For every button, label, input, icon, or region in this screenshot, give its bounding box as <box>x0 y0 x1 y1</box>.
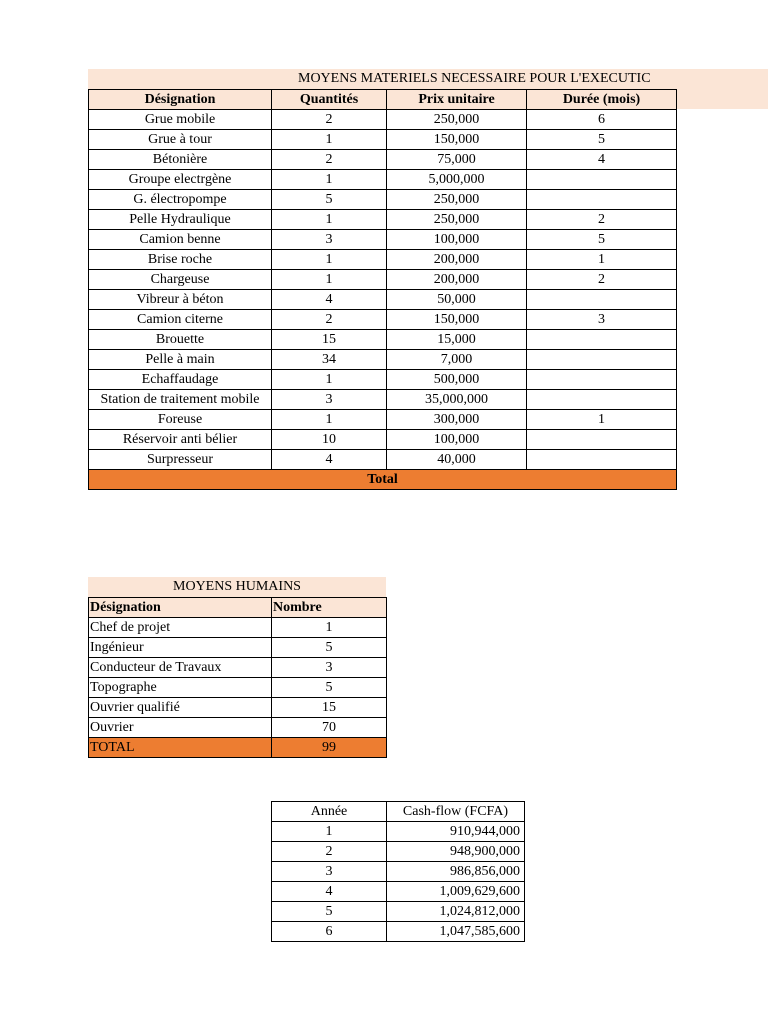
materiel-cell: 2 <box>272 150 387 170</box>
humains-header-cell: Désignation <box>89 598 272 618</box>
materiel-cell: 35,000,000 <box>387 390 527 410</box>
materiel-cell <box>527 370 677 390</box>
cashflow-row <box>272 822 525 842</box>
materiel-row <box>89 370 677 390</box>
humains-designation: Conducteur de Travaux <box>89 658 272 678</box>
cashflow-year: 6 <box>272 922 387 942</box>
humains-header-row <box>89 598 387 618</box>
cashflow-value: 1,009,629,600 <box>387 882 525 902</box>
cashflow-row <box>272 862 525 882</box>
materiel-cell <box>527 430 677 450</box>
materiel-cell: 5 <box>527 130 677 150</box>
materiel-total-row <box>89 470 677 490</box>
materiel-row <box>89 330 677 350</box>
cashflow-value: 910,944,000 <box>387 822 525 842</box>
materiel-cell: 40,000 <box>387 450 527 470</box>
cashflow-value: 948,900,000 <box>387 842 525 862</box>
humains-total-row <box>89 738 387 758</box>
materiel-row <box>89 410 677 430</box>
materiel-cell: 1 <box>527 250 677 270</box>
materiel-cell: 4 <box>272 450 387 470</box>
materiel-cell: 15 <box>272 330 387 350</box>
materiel-cell: 7,000 <box>387 350 527 370</box>
humains-total-value: 99 <box>272 738 387 758</box>
cashflow-row <box>272 902 525 922</box>
materiel-cell: Grue mobile <box>89 110 272 130</box>
cashflow-year: 3 <box>272 862 387 882</box>
materiel-cell <box>527 290 677 310</box>
humains-nombre: 5 <box>272 678 387 698</box>
humains-designation: Chef de projet <box>89 618 272 638</box>
materiel-cell: 3 <box>272 230 387 250</box>
cashflow-year: 4 <box>272 882 387 902</box>
materiel-cell: 100,000 <box>387 230 527 250</box>
materiel-row <box>89 150 677 170</box>
materiel-header-row <box>89 90 677 110</box>
materiel-header-cell: Durée (mois) <box>527 90 677 110</box>
cashflow-value: 986,856,000 <box>387 862 525 882</box>
materiel-cell: 4 <box>272 290 387 310</box>
humains-table <box>88 597 387 758</box>
materiel-cell: Echaffaudage <box>89 370 272 390</box>
materiel-cell: 2 <box>527 270 677 290</box>
materiel-cell <box>527 170 677 190</box>
materiel-row <box>89 170 677 190</box>
materiel-cell: 250,000 <box>387 210 527 230</box>
materiel-cell: 15,000 <box>387 330 527 350</box>
materiel-cell: 50,000 <box>387 290 527 310</box>
humains-row <box>89 618 387 638</box>
humains-nombre: 1 <box>272 618 387 638</box>
materiel-cell: 5,000,000 <box>387 170 527 190</box>
humains-row <box>89 718 387 738</box>
cashflow-row <box>272 922 525 942</box>
materiel-cell: 300,000 <box>387 410 527 430</box>
humains-designation: Ouvrier qualifié <box>89 698 272 718</box>
materiel-cell: 200,000 <box>387 270 527 290</box>
materiel-cell: 200,000 <box>387 250 527 270</box>
materiel-row <box>89 350 677 370</box>
materiel-cell: 10 <box>272 430 387 450</box>
materiel-header-cell: Désignation <box>89 90 272 110</box>
materiel-cell: Foreuse <box>89 410 272 430</box>
materiel-cell: 2 <box>527 210 677 230</box>
materiel-cell: 5 <box>272 190 387 210</box>
materiel-title-band <box>88 69 768 89</box>
humains-title: MOYENS HUMAINS <box>88 577 386 597</box>
materiel-cell: 4 <box>527 150 677 170</box>
humains-designation: Ouvrier <box>89 718 272 738</box>
cashflow-year: 5 <box>272 902 387 922</box>
materiel-cell: Pelle Hydraulique <box>89 210 272 230</box>
materiel-header-cell: Prix unitaire <box>387 90 527 110</box>
materiel-cell: Grue à tour <box>89 130 272 150</box>
materiel-cell <box>527 350 677 370</box>
cashflow-row <box>272 882 525 902</box>
materiel-row <box>89 130 677 150</box>
materiel-cell: Groupe electrgène <box>89 170 272 190</box>
materiel-cell: 2 <box>272 110 387 130</box>
materiel-cell: 1 <box>272 270 387 290</box>
materiel-cell <box>527 330 677 350</box>
materiel-row <box>89 310 677 330</box>
materiel-row <box>89 230 677 250</box>
materiel-row <box>89 290 677 310</box>
materiel-row <box>89 210 677 230</box>
humains-row <box>89 658 387 678</box>
materiel-cell: G. électropompe <box>89 190 272 210</box>
humains-nombre: 70 <box>272 718 387 738</box>
cashflow-row <box>272 842 525 862</box>
humains-total-label: TOTAL <box>89 738 272 758</box>
materiel-cell: Brouette <box>89 330 272 350</box>
materiel-cell: 2 <box>272 310 387 330</box>
materiel-row <box>89 430 677 450</box>
materiel-cell <box>527 190 677 210</box>
materiel-cell: Pelle à main <box>89 350 272 370</box>
materiel-cell: 100,000 <box>387 430 527 450</box>
materiel-cell: 1 <box>272 250 387 270</box>
materiel-cell: 150,000 <box>387 130 527 150</box>
materiel-title: MOYENS MATERIELS NECESSAIRE POUR L'EXECUTIC <box>298 71 651 86</box>
materiel-cell: Brise roche <box>89 250 272 270</box>
materiel-cell: 250,000 <box>387 190 527 210</box>
materiel-cell: 250,000 <box>387 110 527 130</box>
materiel-cell: 3 <box>527 310 677 330</box>
cashflow-year: 2 <box>272 842 387 862</box>
materiel-cell: Camion benne <box>89 230 272 250</box>
materiel-row <box>89 450 677 470</box>
materiel-row <box>89 110 677 130</box>
materiel-cell: Réservoir anti bélier <box>89 430 272 450</box>
materiel-total-label: Total <box>89 470 677 490</box>
humains-designation: Topographe <box>89 678 272 698</box>
materiel-cell: Camion citerne <box>89 310 272 330</box>
humains-header-cell: Nombre <box>272 598 387 618</box>
materiel-cell: 150,000 <box>387 310 527 330</box>
materiel-header-cell: Quantités <box>272 90 387 110</box>
materiel-cell: Bétonière <box>89 150 272 170</box>
humains-nombre: 15 <box>272 698 387 718</box>
materiel-cell: 3 <box>272 390 387 410</box>
materiel-cell: 34 <box>272 350 387 370</box>
humains-row <box>89 678 387 698</box>
materiel-cell: 75,000 <box>387 150 527 170</box>
materiel-cell: 500,000 <box>387 370 527 390</box>
humains-nombre: 5 <box>272 638 387 658</box>
materiel-cell: Station de traitement mobile <box>89 390 272 410</box>
materiel-header-fill <box>677 89 768 109</box>
cashflow-header-cell: Année <box>272 802 387 822</box>
humains-row <box>89 698 387 718</box>
materiel-row <box>89 270 677 290</box>
cashflow-table <box>271 801 525 942</box>
materiel-row <box>89 250 677 270</box>
materiel-cell: Surpresseur <box>89 450 272 470</box>
humains-nombre: 3 <box>272 658 387 678</box>
humains-row <box>89 638 387 658</box>
materiel-row <box>89 190 677 210</box>
materiel-cell: Chargeuse <box>89 270 272 290</box>
cashflow-header-row <box>272 802 525 822</box>
materiel-cell <box>527 450 677 470</box>
materiel-cell: 1 <box>272 370 387 390</box>
materiel-cell: 1 <box>272 170 387 190</box>
materiel-cell: 1 <box>272 130 387 150</box>
materiel-table <box>88 89 677 490</box>
materiel-cell: 1 <box>527 410 677 430</box>
materiel-cell: 5 <box>527 230 677 250</box>
cashflow-header-cell: Cash-flow (FCFA) <box>387 802 525 822</box>
materiel-cell: 6 <box>527 110 677 130</box>
materiel-cell: 1 <box>272 210 387 230</box>
materiel-cell: Vibreur à béton <box>89 290 272 310</box>
materiel-cell: 1 <box>272 410 387 430</box>
cashflow-value: 1,024,812,000 <box>387 902 525 922</box>
materiel-cell <box>527 390 677 410</box>
humains-designation: Ingénieur <box>89 638 272 658</box>
materiel-row <box>89 390 677 410</box>
cashflow-year: 1 <box>272 822 387 842</box>
cashflow-value: 1,047,585,600 <box>387 922 525 942</box>
